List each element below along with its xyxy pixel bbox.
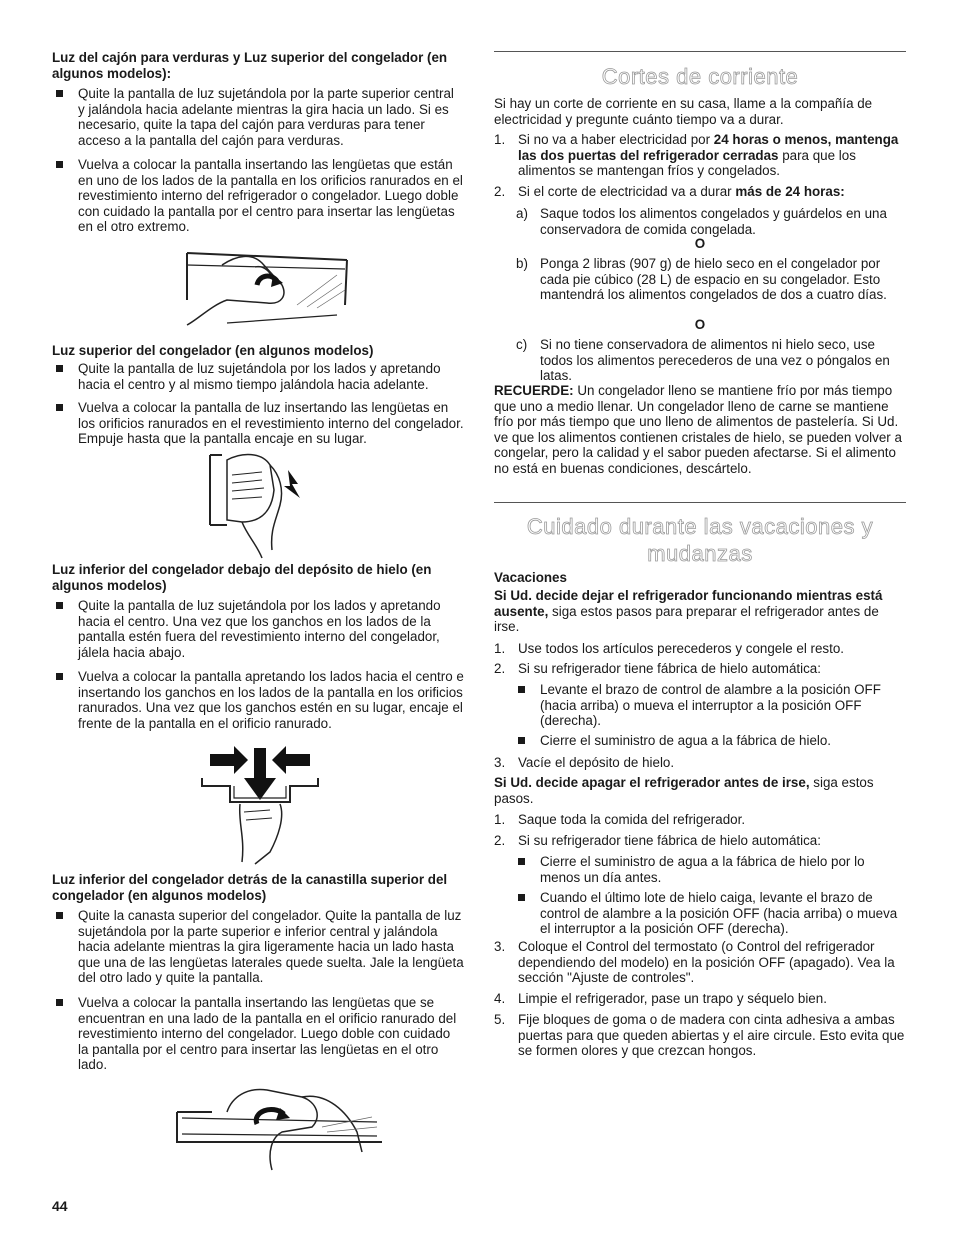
section-title: Luz inferior del congelador detrás de la canastilla superior del congelador (en algunos modelos) (52, 872, 448, 903)
numbered-item: 3. Coloque el Control del termostato (o Control del refrigerador dependiendo del modelo) en la posición OFF (apagado). Vea la sección "Ajuste de controles". (494, 939, 895, 986)
section-heading: Cuidado durante las vacaciones y (526, 514, 874, 539)
bullet-item: Quite la pantalla de luz sujetándola por los lados y apretando hacia el centro y al mismo tiempo jalándola hacia adelante. (52, 361, 464, 392)
section-divider (494, 502, 906, 503)
lettered-item: a) Saque todos los alimentos congelados y guárdelos en una conservadora de comida congelada. (516, 206, 887, 237)
bullet-item: Vuelva a colocar la pantalla insertando las lengüetas que están en uno de los lados de la pantalla en los orificios ranurados en el revestimiento interno del refrigerador o congelador. Luego doble con cuidado la pantalla por el centro para insertar las lengüetas en el otro extremo. (52, 157, 464, 235)
hand-squeeze-icon (202, 450, 317, 560)
section-title: Luz del cajón para verduras y Luz superior del congelador (en algunos modelos): (52, 50, 448, 81)
paragraph: Si Ud. decide apagar el refrigerador antes de irse, siga estos pasos. (494, 775, 874, 806)
or-separator: O (694, 236, 706, 251)
subsection-title: Vacaciones (494, 570, 567, 585)
section-title: Luz superior del congelador (en algunos modelos) (52, 343, 374, 358)
paragraph: Si hay un corte de corriente en su casa, llame a la compañía de electricidad y pregunte cuánto tiempo va a durar. (494, 96, 873, 127)
numbered-item: 2. Si el corte de electricidad va a durar más de 24 horas: (494, 184, 845, 199)
numbered-item: 1. Saque toda la comida del refrigerador. (494, 812, 746, 827)
sub-bullet-item: Cierre el suministro de agua a la fábrica de hielo por lo menos un día antes. (494, 854, 906, 885)
page-number: 44 (52, 1198, 68, 1214)
bullet-item: Quite la canasta superior del congelador. Quite la pantalla de luz sujetándola por la parte superior e inferior central y jalándola hacia adelante mientras la gira ligeramente hacia un lado hasta que una de las lengüetas laterales quede suelta. Jale la lengüeta del otro lado y quite la pantalla. (52, 908, 464, 986)
bullet-item: Vuelva a colocar la pantalla apretando los lados hacia el centro e insertando los ganchos en los lados de la pantalla en los orificios ranurados. Una vez que los ganchos estén en su lugar, encaje el frente de la pantalla en el orificio ranurado. (52, 669, 464, 731)
bullet-item: Vuelva a colocar la pantalla de luz insertando las lengüetas en los orificios ranurados en el revestimiento interno del congelador. Empuje hasta que la pantalla encaje en su lugar. (52, 400, 464, 447)
section-heading: mudanzas (647, 541, 753, 566)
bullet-item: Quite la pantalla de luz sujetándola por la parte superior central y jalándola hacia adelante mientras la gira hacia un lado. Si es necesario, quite la tapa del cajón para verduras para tener acceso a la pantalla del cajón para verduras. (52, 86, 464, 148)
bullet-item: Quite la pantalla de luz sujetándola por los lados y apretando hacia el centro. Una vez que los ganchos en los lados de la pantalla estén fuera del revestimiento interno del congelador, jálela hacia abajo. (52, 598, 464, 660)
or-separator: O (694, 317, 706, 332)
numbered-item: 2. Si su refrigerador tiene fábrica de hielo automática: (494, 833, 821, 848)
numbered-item: 1. Si no va a haber electricidad por 24 horas o menos, mantenga las dos puertas del refrigerador cerradas para que los alimentos se mantengan fríos y congelados. (494, 132, 899, 179)
hand-pull-icon (172, 1082, 392, 1172)
sub-bullet-item: Cuando el último lote de hielo caiga, levante el brazo de control de alambre a la posición OFF (hacia arriba) o mueva el interruptor a la posición OFF (derecha). (494, 890, 906, 937)
lettered-item: b) Ponga 2 libras (907 g) de hielo seco en el congelador por cada pie cúbico (28 L) de espacio en su congelador. Esto mantendrá los alimentos congelados de dos a cuatro días. (516, 256, 887, 303)
hand-rotate-icon (167, 245, 367, 330)
section-title: Luz inferior del congelador debajo del depósito de hielo (en algunos modelos) (52, 562, 432, 593)
section-divider (494, 51, 906, 52)
squeeze-down-arrows-icon (200, 742, 320, 867)
numbered-item: 4. Limpie el refrigerador, pase un trapo y séquelo bien. (494, 991, 827, 1006)
sub-bullet-item: Levante el brazo de control de alambre a la posición OFF (hacia arriba) o mueva el interruptor a la posición OFF (derecha). (494, 682, 906, 729)
paragraph: Si Ud. decide dejar el refrigerador funcionando mientras está ausente, siga estos pasos para preparar el refrigerador antes de irse. (494, 588, 883, 635)
numbered-item: 2. Si su refrigerador tiene fábrica de hielo automática: (494, 661, 821, 676)
paragraph: RECUERDE: Un congelador lleno se mantiene frío por más tiempo que uno a medio llenar. Un congelador lleno de carne se mantiene frío por más tiempo que uno lleno de alimentos de pastelería. Si Ud. ve que los alimentos contienen cristales de hielo, se pueden volver a congelar, pero la calidad y el sabor pueden afectarse. Si el alimento no está en buenas condiciones, descártelo. (494, 383, 902, 476)
bullet-item: Vuelva a colocar la pantalla insertando las lengüetas que se encuentran en una lado de la pantalla en el orificio ranurado del revestimiento interno del congelador. Luego doble con cuidado la pantalla por el centro para insertar las lengüetas en el otro lado. (52, 995, 464, 1073)
numbered-item: 1. Use todos los artículos perecederos y congele el resto. (494, 641, 845, 656)
numbered-item: 3. Vacíe el depósito de hielo. (494, 755, 675, 770)
sub-bullet-item: Cierre el suministro de agua a la fábrica de hielo. (494, 733, 906, 749)
section-heading: Cortes de corriente (601, 64, 799, 89)
numbered-item: 5. Fije bloques de goma o de madera con cinta adhesiva a ambas puertas para que queden abiertas y el aire circule. Esto evita que se formen olores y que crezcan hongos. (494, 1012, 905, 1059)
lettered-item: c) Si no tiene conservadora de alimentos ni hielo seco, use todos los alimentos perecederos de una vez o póngalos en latas. (516, 337, 890, 384)
